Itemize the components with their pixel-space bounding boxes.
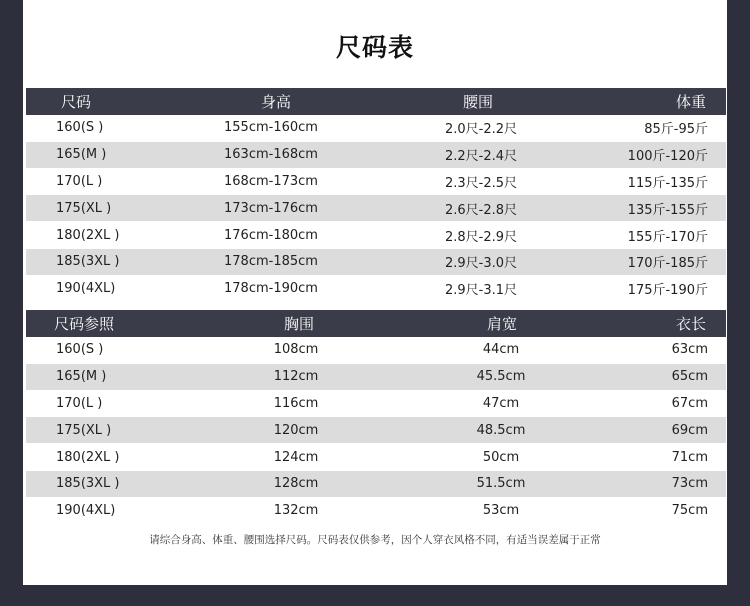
size-chart-card (23, 0, 727, 585)
cell-waist: 2.2尺-2.4尺 (444, 149, 518, 165)
cell-weight: 155斤-170斤 (627, 229, 708, 245)
table-row (26, 471, 726, 498)
cell-shoulder: 50cm (482, 449, 520, 465)
cell-size: 160(S ) (56, 120, 104, 136)
cell-weight: 170斤-185斤 (627, 256, 708, 272)
cell-height: 155cm-160cm (224, 120, 318, 136)
cell-length: 63cm (671, 342, 708, 358)
cell-length: 65cm (671, 369, 708, 385)
cell-length: 75cm (671, 503, 708, 519)
cell-weight: 175斤-190斤 (627, 283, 708, 299)
table-row (26, 444, 726, 471)
cell-size: 190(4XL) (56, 281, 116, 297)
table-row (26, 249, 726, 276)
cell-shoulder: 53cm (482, 503, 520, 519)
table-row (26, 337, 726, 364)
cell-waist: 2.8尺-2.9尺 (444, 229, 518, 245)
cell-waist: 2.3尺-2.5尺 (444, 175, 518, 191)
cell-chest: 132cm (273, 503, 319, 519)
header-size: 尺码 (61, 93, 92, 111)
cell-size: 160(S ) (56, 342, 104, 358)
cell-waist: 2.0尺-2.2尺 (444, 122, 518, 138)
cell-chest: 108cm (273, 342, 319, 358)
cell-waist: 2.6尺-2.8尺 (444, 202, 518, 218)
cell-size: 170(L ) (56, 173, 103, 189)
cell-size: 180(2XL ) (56, 449, 120, 465)
cell-chest: 128cm (273, 476, 319, 492)
cell-size: 165(M ) (56, 369, 107, 385)
header-chest: 胸围 (283, 315, 314, 333)
table-row (26, 364, 726, 391)
cell-length: 67cm (671, 395, 708, 411)
cell-weight: 115斤-135斤 (627, 175, 708, 191)
header-weight: 体重 (675, 93, 706, 111)
cell-height: 163cm-168cm (224, 147, 318, 163)
table-row (26, 276, 726, 303)
cell-height: 173cm-176cm (224, 200, 318, 216)
cell-chest: 120cm (273, 422, 319, 438)
table-row (26, 222, 726, 249)
cell-shoulder: 47cm (482, 395, 520, 411)
cell-height: 168cm-173cm (224, 173, 318, 189)
table-row (26, 417, 726, 444)
table-row (26, 195, 726, 222)
header-shoulder: 肩宽 (486, 315, 517, 333)
cell-weight: 135斤-155斤 (627, 202, 708, 218)
table-row (26, 142, 726, 169)
page-title: 尺码表 (335, 33, 414, 62)
cell-weight: 85斤-95斤 (644, 122, 708, 138)
cell-height: 178cm-190cm (224, 281, 318, 297)
cell-shoulder: 51.5cm (476, 476, 526, 492)
cell-size: 165(M ) (56, 147, 107, 163)
cell-length: 71cm (671, 449, 708, 465)
table-row (26, 498, 726, 525)
table-row (26, 169, 726, 196)
cell-shoulder: 44cm (482, 342, 520, 358)
cell-length: 73cm (671, 476, 708, 492)
header-waist: 腰围 (462, 93, 493, 111)
cell-size: 185(3XL ) (56, 254, 120, 270)
cell-height: 178cm-185cm (224, 254, 318, 270)
cell-height: 176cm-180cm (224, 227, 318, 243)
header-height: 身高 (260, 93, 291, 111)
cell-size: 180(2XL ) (56, 227, 120, 243)
cell-shoulder: 48.5cm (476, 422, 526, 438)
cell-chest: 112cm (273, 369, 319, 385)
cell-chest: 116cm (273, 395, 319, 411)
cell-waist: 2.9尺-3.0尺 (444, 256, 518, 272)
cell-waist: 2.9尺-3.1尺 (444, 283, 518, 299)
table-header (26, 88, 726, 115)
cell-weight: 100斤-120斤 (627, 149, 708, 165)
cell-size: 185(3XL ) (56, 476, 120, 492)
size-table (26, 88, 726, 303)
table-row (26, 391, 726, 418)
table-row (26, 115, 726, 142)
cell-size: 170(L ) (56, 395, 103, 411)
footnote: 请综合身高、体重、腰围选择尺码。尺码表仅供参考，因个人穿衣风格不同，有适当误差属于正常 (149, 534, 601, 546)
header-size-ref: 尺码参照 (54, 315, 115, 333)
cell-size: 175(XL ) (56, 200, 112, 216)
measurement-table (26, 310, 726, 525)
cell-chest: 124cm (273, 449, 319, 465)
cell-size: 190(4XL) (56, 503, 116, 519)
table-header (26, 310, 726, 337)
cell-shoulder: 45.5cm (476, 369, 526, 385)
cell-size: 175(XL ) (56, 422, 112, 438)
header-length: 衣长 (675, 315, 706, 333)
cell-length: 69cm (671, 422, 708, 438)
